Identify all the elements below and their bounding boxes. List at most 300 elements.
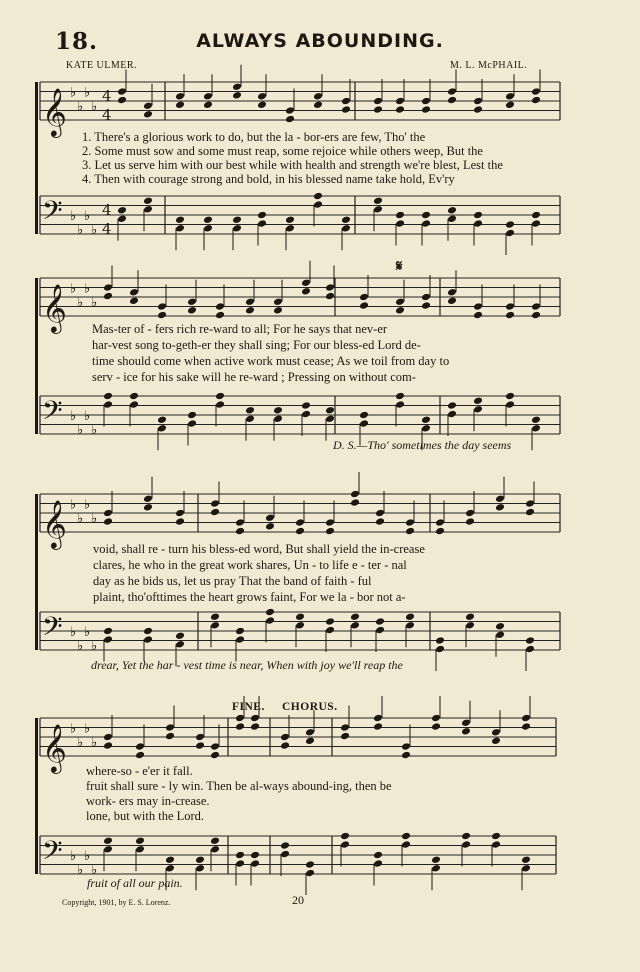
- verse-line: har-vest song to-geth-er they shall sing; For our bless-ed Lord de-: [92, 338, 421, 352]
- flat-sign: ♭: [70, 208, 77, 224]
- note-head: [421, 415, 431, 424]
- verse-line: where-so - e'er it fall.: [86, 764, 193, 778]
- note-head: [210, 612, 220, 621]
- note-head: [135, 845, 145, 854]
- note-head: [473, 219, 483, 228]
- fine-marker: FINE.: [232, 701, 265, 713]
- note-head: [250, 722, 260, 731]
- note-head: [435, 527, 445, 536]
- note-head: [215, 392, 225, 401]
- note-head: [525, 508, 535, 517]
- note-head: [280, 733, 290, 742]
- flat-sign: ♭: [70, 721, 77, 737]
- note-head: [395, 219, 405, 228]
- flat-sign: ♭: [91, 735, 98, 751]
- flat-sign: ♭: [70, 497, 77, 513]
- note-head: [250, 714, 260, 723]
- system-brace: [35, 82, 38, 234]
- note-head: [373, 97, 383, 106]
- note-head: [280, 741, 290, 750]
- treble-clef: 𝄞: [42, 283, 67, 332]
- lyricist-credit: KATE ULMER.: [66, 60, 138, 71]
- note-head: [531, 219, 541, 228]
- flat-sign: ♭: [77, 639, 84, 654]
- note-head: [435, 645, 445, 654]
- note-head: [447, 297, 457, 306]
- flat-sign: ♭: [84, 721, 91, 737]
- note-head: [313, 192, 323, 201]
- note-head: [461, 718, 471, 727]
- note-head: [405, 621, 415, 630]
- note-head: [210, 621, 220, 630]
- page-number: 20: [292, 893, 304, 907]
- bass-clef: 𝄢: [42, 394, 63, 433]
- note-head: [295, 527, 305, 536]
- verse-line: Mas-ter of - fers rich re-ward to all; For he says that nev-er: [92, 322, 388, 336]
- composer-credit: M. L. McPHAIL.: [450, 60, 528, 71]
- note-head: [135, 751, 145, 760]
- system-brace: [35, 494, 38, 650]
- note-head: [135, 742, 145, 751]
- note-head: [375, 517, 385, 526]
- hymn-number: 18.: [55, 28, 99, 55]
- note-head: [531, 415, 541, 424]
- verse-line: 2. Some must sow and some must reap, some rejoice while others weep, But the: [82, 144, 483, 158]
- note-head: [295, 518, 305, 527]
- note-head: [250, 851, 260, 860]
- system-brace: [35, 718, 38, 874]
- note-head: [465, 612, 475, 621]
- note-head: [245, 415, 255, 424]
- note-head: [117, 206, 127, 215]
- note-head: [341, 224, 351, 233]
- treble-clef: 𝄞: [42, 499, 67, 548]
- note-head: [465, 517, 475, 526]
- note-head: [157, 302, 167, 311]
- note-head: [232, 91, 242, 100]
- note-head: [431, 722, 441, 731]
- note-head: [295, 621, 305, 630]
- note-head: [135, 836, 145, 845]
- note-head: [373, 205, 383, 214]
- flat-sign: ♭: [84, 281, 91, 297]
- note-head: [187, 297, 197, 306]
- note-head: [359, 293, 369, 302]
- note-head: [313, 92, 323, 101]
- note-head: [473, 211, 483, 220]
- segno-sign: 𝄋: [396, 259, 403, 275]
- note-head: [325, 415, 335, 424]
- note-head: [395, 392, 405, 401]
- flat-sign: ♭: [84, 408, 91, 424]
- note-head: [531, 96, 541, 105]
- note-head: [521, 714, 531, 723]
- note-head: [495, 622, 505, 631]
- note-head: [461, 832, 471, 841]
- note-head: [473, 97, 483, 106]
- note-head: [143, 110, 153, 119]
- note-head: [447, 87, 457, 96]
- note-head: [257, 211, 267, 220]
- note-head: [187, 419, 197, 428]
- note-head: [273, 415, 283, 424]
- note-head: [525, 645, 535, 654]
- note-head: [129, 297, 139, 306]
- note-head: [431, 714, 441, 723]
- note-head: [340, 840, 350, 849]
- flat-sign: ♭: [77, 223, 84, 238]
- note-head: [215, 400, 225, 409]
- flat-sign: ♭: [91, 295, 98, 311]
- note-head: [401, 832, 411, 841]
- note-head: [405, 612, 415, 621]
- note-head: [273, 297, 283, 306]
- note-head: [103, 517, 113, 526]
- note-head: [359, 301, 369, 310]
- verse-line: work- ers may in-crease.: [86, 794, 210, 808]
- note-head: [373, 722, 383, 731]
- treble-clef: 𝄞: [42, 87, 67, 136]
- note-head: [405, 527, 415, 536]
- note-head: [341, 105, 351, 114]
- note-head: [325, 406, 335, 415]
- note-head: [491, 832, 501, 841]
- note-head: [175, 517, 185, 526]
- note-head: [245, 406, 255, 415]
- note-head: [195, 741, 205, 750]
- verse-line: plaint, tho'ofttimes the heart grows faint, For we la - bor not a-: [93, 590, 406, 604]
- note-head: [203, 215, 213, 224]
- note-head: [210, 845, 220, 854]
- flat-sign: ♭: [70, 848, 77, 864]
- note-head: [232, 224, 242, 233]
- note-head: [325, 518, 335, 527]
- note-head: [285, 106, 295, 115]
- note-head: [157, 424, 167, 433]
- note-head: [521, 722, 531, 731]
- note-head: [143, 635, 153, 644]
- time-signature: 4: [102, 87, 112, 105]
- flat-sign: ♭: [70, 624, 77, 640]
- note-head: [395, 97, 405, 106]
- note-head: [375, 617, 385, 626]
- note-head: [401, 751, 411, 760]
- note-head: [103, 400, 113, 409]
- flat-sign: ♭: [77, 735, 84, 751]
- note-head: [235, 518, 245, 527]
- note-head: [273, 306, 283, 315]
- note-head: [103, 733, 113, 742]
- note-head: [187, 306, 197, 315]
- note-head: [175, 640, 185, 649]
- note-head: [495, 503, 505, 512]
- note-head: [157, 311, 167, 320]
- note-head: [359, 411, 369, 420]
- note-head: [250, 859, 260, 868]
- note-head: [421, 293, 431, 302]
- hymn-title: ALWAYS ABOUNDING.: [196, 30, 444, 52]
- note-head: [175, 631, 185, 640]
- note-head: [165, 732, 175, 741]
- note-head: [405, 518, 415, 527]
- note-head: [350, 621, 360, 630]
- time-signature: 4: [102, 106, 112, 124]
- note-head: [117, 215, 127, 224]
- note-head: [473, 396, 483, 405]
- note-head: [401, 840, 411, 849]
- note-head: [143, 494, 153, 503]
- note-head: [215, 311, 225, 320]
- note-head: [505, 101, 515, 110]
- note-head: [395, 105, 405, 114]
- flat-sign: ♭: [77, 863, 84, 878]
- treble-clef: 𝄞: [42, 723, 67, 772]
- note-head: [491, 737, 501, 746]
- note-head: [301, 278, 311, 287]
- note-head: [447, 206, 457, 215]
- note-head: [359, 419, 369, 428]
- verse-line: 4. Then with courage strong and bold, in his blessed name take hold, Ev'ry: [82, 172, 455, 186]
- note-head: [313, 200, 323, 209]
- note-head: [210, 751, 220, 760]
- note-head: [465, 621, 475, 630]
- note-head: [531, 302, 541, 311]
- note-head: [473, 302, 483, 311]
- note-head: [461, 727, 471, 736]
- note-head: [525, 499, 535, 508]
- note-head: [395, 297, 405, 306]
- note-head: [165, 864, 175, 873]
- note-head: [505, 302, 515, 311]
- note-head: [461, 840, 471, 849]
- note-head: [175, 92, 185, 101]
- note-head: [235, 859, 245, 868]
- note-head: [245, 306, 255, 315]
- note-head: [157, 415, 167, 424]
- flat-sign: ♭: [91, 639, 98, 654]
- note-head: [473, 405, 483, 414]
- note-head: [505, 400, 515, 409]
- flat-sign: ♭: [91, 99, 98, 115]
- note-head: [175, 509, 185, 518]
- time-signature: 4: [102, 220, 112, 238]
- note-head: [447, 96, 457, 105]
- flat-sign: ♭: [84, 624, 91, 640]
- note-head: [447, 288, 457, 297]
- note-head: [435, 636, 445, 645]
- note-head: [195, 864, 205, 873]
- note-head: [165, 723, 175, 732]
- note-head: [103, 627, 113, 636]
- note-head: [285, 115, 295, 124]
- note-head: [175, 224, 185, 233]
- note-head: [280, 841, 290, 850]
- flat-sign: ♭: [84, 848, 91, 864]
- verse-line: serv - ice for his sake will he re-ward ; Pressing on without com-: [92, 370, 416, 384]
- note-head: [143, 627, 153, 636]
- note-head: [305, 728, 315, 737]
- note-head: [401, 742, 411, 751]
- flat-sign: ♭: [91, 423, 98, 438]
- note-head: [531, 311, 541, 320]
- flat-sign: ♭: [70, 85, 77, 101]
- note-head: [129, 288, 139, 297]
- note-head: [435, 518, 445, 527]
- note-head: [257, 101, 267, 110]
- note-head: [373, 714, 383, 723]
- note-head: [235, 527, 245, 536]
- note-head: [210, 836, 220, 845]
- note-head: [103, 509, 113, 518]
- note-head: [143, 196, 153, 205]
- note-head: [129, 392, 139, 401]
- note-head: [103, 836, 113, 845]
- note-head: [203, 101, 213, 110]
- note-head: [265, 608, 275, 617]
- note-head: [325, 292, 335, 301]
- note-head: [280, 850, 290, 859]
- note-head: [301, 410, 311, 419]
- chorus-marker: CHORUS.: [282, 701, 338, 713]
- note-head: [531, 424, 541, 433]
- note-head: [505, 220, 515, 229]
- note-head: [325, 617, 335, 626]
- note-head: [375, 626, 385, 635]
- note-head: [103, 845, 113, 854]
- note-head: [273, 406, 283, 415]
- flat-sign: ♭: [70, 408, 77, 424]
- note-head: [203, 224, 213, 233]
- note-head: [421, 219, 431, 228]
- note-head: [235, 722, 245, 731]
- note-head: [325, 283, 335, 292]
- refrain-text: drear, Yet the har - vest time is near, When with joy we'll reap the: [91, 658, 403, 672]
- note-head: [531, 87, 541, 96]
- note-head: [505, 311, 515, 320]
- note-head: [143, 205, 153, 214]
- note-head: [143, 503, 153, 512]
- note-head: [447, 215, 457, 224]
- note-head: [295, 612, 305, 621]
- note-head: [285, 215, 295, 224]
- bass-clef: 𝄢: [42, 834, 63, 873]
- note-head: [341, 97, 351, 106]
- note-head: [285, 224, 295, 233]
- flat-sign: ♭: [77, 423, 84, 438]
- verse-line: clares, he who in the great work shares, Un - to life e - ter - nal: [93, 558, 407, 572]
- note-head: [325, 527, 335, 536]
- note-head: [395, 211, 405, 220]
- note-head: [505, 92, 515, 101]
- note-head: [373, 105, 383, 114]
- note-head: [265, 513, 275, 522]
- note-head: [340, 832, 350, 841]
- flat-sign: ♭: [77, 99, 84, 115]
- note-head: [421, 424, 431, 433]
- note-head: [447, 410, 457, 419]
- note-head: [431, 855, 441, 864]
- note-head: [305, 737, 315, 746]
- note-head: [195, 733, 205, 742]
- note-head: [210, 499, 220, 508]
- note-head: [305, 869, 315, 878]
- note-head: [495, 631, 505, 640]
- note-head: [235, 714, 245, 723]
- verse-line: 1. There's a glorious work to do, but the la - bor-ers are few, Tho' the: [82, 130, 426, 144]
- note-head: [375, 509, 385, 518]
- note-head: [257, 219, 267, 228]
- note-head: [215, 302, 225, 311]
- note-head: [395, 306, 405, 315]
- note-head: [473, 311, 483, 320]
- note-head: [531, 211, 541, 220]
- note-head: [350, 612, 360, 621]
- note-head: [421, 105, 431, 114]
- flat-sign: ♭: [84, 497, 91, 513]
- flat-sign: ♭: [91, 223, 98, 238]
- note-head: [350, 490, 360, 499]
- note-head: [103, 635, 113, 644]
- note-head: [117, 96, 127, 105]
- note-head: [495, 494, 505, 503]
- note-head: [373, 851, 383, 860]
- verse-line: lone, but with the Lord.: [86, 809, 205, 823]
- note-head: [187, 411, 197, 420]
- note-head: [175, 215, 185, 224]
- note-head: [325, 626, 335, 635]
- note-head: [232, 82, 242, 91]
- note-head: [521, 855, 531, 864]
- flat-sign: ♭: [91, 511, 98, 527]
- bass-clef: 𝄢: [42, 194, 63, 233]
- verse-line: time should come when active work must cease; As we toil from day to: [92, 354, 450, 368]
- note-head: [305, 860, 315, 869]
- verse-line: fruit shall sure - ly win. Then be al-ways abound-ing, then be: [86, 779, 392, 793]
- note-head: [257, 92, 267, 101]
- note-head: [143, 101, 153, 110]
- flat-sign: ♭: [84, 208, 91, 224]
- note-head: [195, 855, 205, 864]
- note-head: [465, 509, 475, 518]
- bass-clef: 𝄢: [42, 610, 63, 649]
- note-head: [235, 851, 245, 860]
- dal-segno-text: D. S.—Tho' sometimes the day seems: [333, 438, 512, 452]
- note-head: [521, 864, 531, 873]
- note-head: [373, 859, 383, 868]
- note-head: [341, 215, 351, 224]
- note-head: [340, 732, 350, 741]
- note-head: [301, 401, 311, 410]
- note-head: [505, 229, 515, 238]
- note-head: [421, 211, 431, 220]
- note-head: [129, 400, 139, 409]
- note-head: [421, 301, 431, 310]
- note-head: [473, 105, 483, 114]
- note-head: [210, 508, 220, 517]
- note-head: [117, 87, 127, 96]
- note-head: [313, 101, 323, 110]
- verse-line: 3. Let us serve him with our best while with health and strength we're blest, Lest the: [82, 158, 503, 172]
- note-head: [235, 635, 245, 644]
- note-head: [350, 498, 360, 507]
- note-head: [165, 855, 175, 864]
- note-head: [245, 297, 255, 306]
- verse-line: day as he bids us, let us pray That the band of faith - ful: [93, 574, 372, 588]
- flat-sign: ♭: [84, 85, 91, 101]
- note-head: [175, 101, 185, 110]
- note-head: [103, 392, 113, 401]
- system-brace: [35, 278, 38, 434]
